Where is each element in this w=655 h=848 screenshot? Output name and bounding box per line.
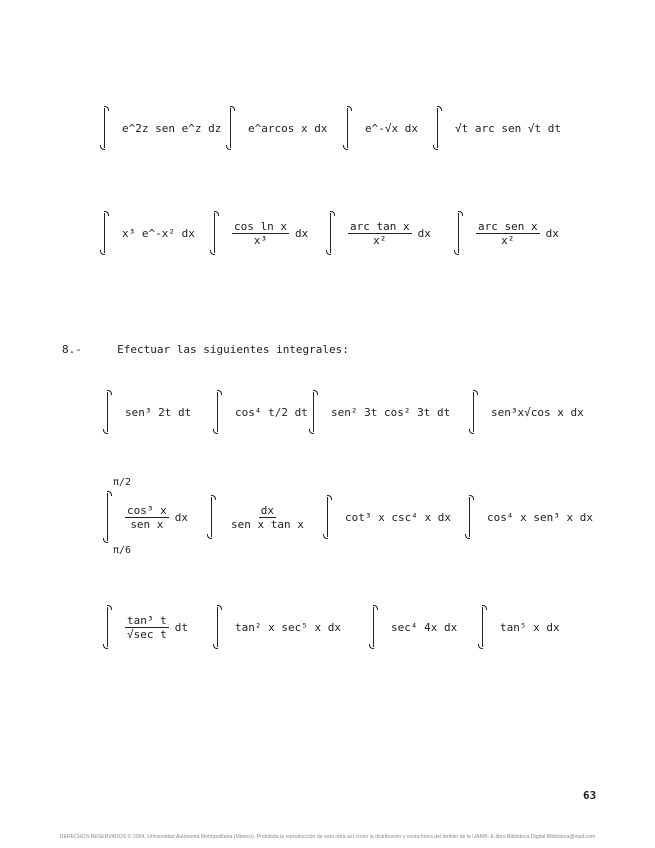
integral-expression: [347, 104, 418, 152]
integrand: [245, 123, 327, 134]
integrand-text: sec⁴ 4x dx: [391, 620, 458, 634]
page-number: 63: [583, 789, 597, 802]
integral-sign-icon: [458, 213, 467, 253]
integral-expression: [107, 493, 188, 541]
integrand-text: e^-√x dx: [365, 121, 418, 135]
fraction-denominator: x³: [253, 233, 268, 247]
integral-sign-icon: [104, 213, 113, 253]
copyright-footer: DERECHOS RESERVADOS © 2004, Universidad Autónoma Metropolitana (México). Prohibida la reproducción de esta obra así como la distribución y venta fuera del ámbito de la UAM®. E-libro Biblioteca Digital Biblioteca@mail.com: [59, 834, 596, 840]
integrand-text: e^2z sen e^z dz: [122, 121, 222, 135]
integral-expression: [327, 493, 451, 541]
integrand-text: sen² 3t cos² 3t dt: [331, 405, 451, 419]
fraction-numerator: arc tan x: [350, 219, 410, 233]
fraction-denominator: √sec t: [127, 627, 167, 641]
integral-expression: [437, 104, 561, 152]
integral-expression: [458, 209, 559, 257]
integrand-text: tan² x sec⁵ x dx: [235, 620, 341, 634]
integral-sign-icon: [347, 108, 356, 148]
integral-expression: [230, 104, 327, 152]
fraction: [476, 221, 540, 246]
integral-expression: [313, 388, 450, 436]
integrand: [452, 123, 561, 134]
integral-sign-icon: [211, 497, 220, 537]
integrand-text: dx: [294, 226, 309, 240]
integrand: [232, 622, 341, 633]
integral-expression: [217, 603, 341, 651]
section-number: 8.-: [62, 343, 82, 356]
integral-expression: [107, 603, 188, 651]
integrand: [473, 221, 559, 246]
integral-expression: [104, 209, 195, 257]
integrand-text: x³ e^-x² dx: [122, 226, 195, 240]
integral-expression: [373, 603, 457, 651]
integral-sign-icon: [473, 392, 482, 432]
integrand: [229, 221, 308, 246]
fraction: [125, 615, 169, 640]
integral-sign-icon: [437, 108, 446, 148]
integral-expression: [469, 493, 593, 541]
integral-sign-icon: [107, 493, 116, 541]
integrand-text: dt: [174, 620, 188, 634]
integrand: [388, 622, 457, 633]
integrand-text: tan⁵ x dx: [500, 620, 560, 634]
integral-sign-icon: [104, 108, 113, 148]
integral-sign-icon: [217, 607, 226, 647]
integrand-text: cos⁴ x sen³ x dx: [487, 510, 593, 524]
integral-sign-icon: [327, 497, 336, 537]
section-header: [62, 343, 349, 356]
integral-sign-icon: [107, 607, 116, 647]
fraction-denominator: sen x: [130, 517, 164, 531]
fraction-denominator: x²: [501, 233, 515, 247]
fraction: [125, 505, 169, 530]
integrand: [119, 123, 221, 134]
integrand-text: dx: [545, 226, 559, 240]
integral-expression: [330, 209, 431, 257]
integral-sign-icon: [313, 392, 322, 432]
integrand-text: dx: [417, 226, 431, 240]
fraction-numerator: tan³ t: [127, 613, 167, 627]
fraction-numerator: arc sen x: [478, 219, 538, 233]
integrand: [122, 505, 188, 530]
fraction: [348, 221, 412, 246]
integral-expression: [107, 388, 191, 436]
integrand: [122, 407, 191, 418]
integrand: [342, 512, 451, 523]
integrand: [345, 221, 431, 246]
fraction-numerator: dx: [260, 503, 275, 517]
integrand: [122, 615, 188, 640]
integral-sign-icon: [214, 213, 223, 253]
integral-sign-icon: [330, 213, 339, 253]
integral-sign-icon: [373, 607, 382, 647]
integral-expression: [482, 603, 560, 651]
upper-limit: π/2: [113, 477, 132, 488]
section-title: Efectuar las siguientes integrales:: [117, 343, 349, 356]
fraction: [232, 221, 289, 246]
integrand-text: e^arcos x dx: [248, 121, 328, 135]
integral-sign-icon: [217, 392, 226, 432]
integral-sign-icon: [469, 497, 478, 537]
integral-expression: [104, 104, 221, 152]
fraction-numerator: cos³ x: [127, 503, 167, 517]
integrand: [119, 228, 195, 239]
integral-expression: [211, 493, 309, 541]
integral-sign-icon: [230, 108, 239, 148]
integrand-text: dx: [174, 510, 188, 524]
integrand-text: cot³ x csc⁴ x dx: [345, 510, 451, 524]
integrand: [328, 407, 450, 418]
lower-limit: π/6: [113, 545, 132, 556]
integral-expression: [214, 209, 308, 257]
fraction-denominator: x²: [373, 233, 387, 247]
integrand: [488, 407, 584, 418]
integral-expression: [217, 388, 308, 436]
integrand-text: √t arc sen √t dt: [455, 121, 561, 135]
integrand: [226, 505, 309, 530]
integrand-text: cos⁴ t/2 dt: [235, 405, 308, 419]
integral-sign-icon: [482, 607, 491, 647]
integrand-text: sen³ 2t dt: [125, 405, 192, 419]
integral-expression: [473, 388, 584, 436]
integrand: [484, 512, 593, 523]
integrand: [362, 123, 418, 134]
integrand-text: sen³x√cos x dx: [491, 405, 584, 419]
integrand: [232, 407, 308, 418]
fraction: [229, 505, 306, 530]
integral-sign-icon: [107, 392, 116, 432]
fraction-denominator: sen x tan x: [231, 517, 304, 531]
integrand: [497, 622, 560, 633]
fraction-numerator: cos ln x: [234, 219, 287, 233]
